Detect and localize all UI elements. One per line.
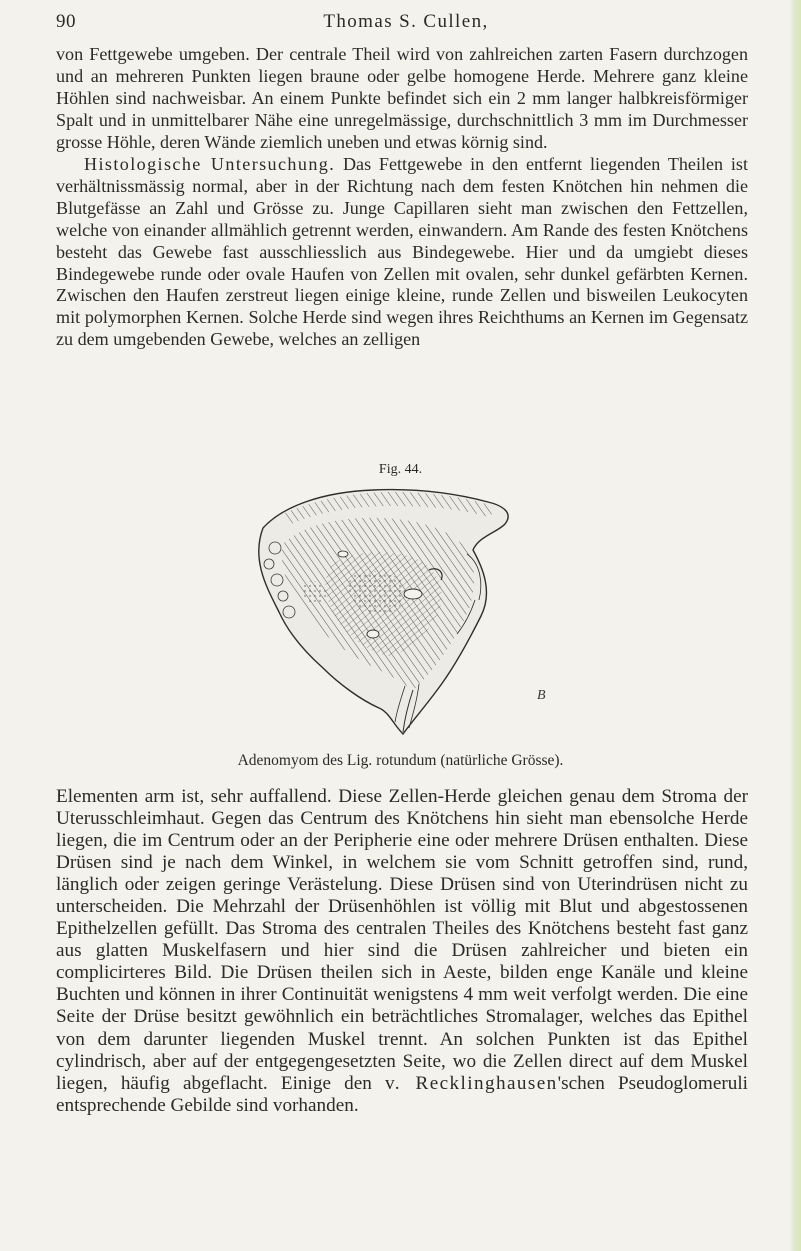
section-lead: Histologische Untersuchung. [84,153,336,174]
body-text-bottom [56,786,748,1117]
paragraph: Elementen arm ist, sehr auffallend. Diese Zellen-Herde gleichen genau dem Stroma der Uterusschleimhaut. Gegen das Centrum des Knötchens hin sieht man ebensolche Herde liegen, die im Centrum oder an der Peripherie eine oder mehrere Drüsen enthalten. Diese Drüsen sind je nach dem Winkel, in welchem sie vom Schnitt getroffen sind, rund, länglich oder zeigen geringe Verästelung. Diese Drüsen sind von Uterindrüsen nicht zu unterscheiden. Die Mehrzahl der Drüsenhöhlen ist völlig mit Blut und abgestossenen Epithelzellen gefüllt. Das Stroma des centralen Theiles des Knötchens besteht fast ganz aus glatten Muskelfasern und hier sind die Drüsen zahlreicher und bieten ein complicirteres Bild. Die Drüsen theilen sich in Aeste, bilden enge Kanäle und kleine Buchten und können in ihrer Continuität wenigstens 4 mm weit verfolgt werden. Die eine Seite der Drüse besitzt gewöhnlich ein beträchtliches Stromalager, welches das Epithel von dem darunter liegenden Muskel trennt. An solchen Punkten ist das Epithel cylindrisch, aber auf der entgegengesetzten Seite, wo die Zellen direct auf dem Muskel liegen, häufig abgeflacht. Einige den v. Recklinghausen'schen Pseudoglomeruli entsprechende Gebilde sind vorhanden. [56,786,749,1116]
paragraph: von Fettgewebe umgeben. Der centrale Theil wird von zahlreichen zarten Fasern durchzogen und an mehreren Punkten liegen braune oder gelbe homogene Herde. Mehrere ganz kleine Höhlen sind nachweisbar. An einem Punkte befindet sich ein 2 mm langer halbkreisförmiger Spalt und in unmittelbarer Nähe eine unregelmässige, durchschnittlich 3 mm im Durchmesser grosse Höhle, deren Wände ziemlich uneben und etwas körnig sind. [56,44,748,152]
adenomyoma-drawing [243,484,583,736]
author-name: v. Recklinghausen [385,1072,558,1094]
artist-monogram: B [537,688,546,703]
figure-caption: Adenomyom des Lig. rotundum (natürliche Grösse). [237,752,564,769]
body-text-top [56,44,748,351]
running-head: Thomas S. Cullen, [323,11,489,32]
page-edge [789,0,801,1251]
figure-illustration [243,484,583,736]
paragraph: Histologische Untersuchung. Das Fettgewebe in den entfernt liegenden Theilen ist verhältnissmässig normal, aber in der Richtung nach dem festen Knötchen hin nehmen die Blutgefässe an Zahl und Grösse zu. Junge Capillaren sieht man zwischen den Fettzellen, welche von einander allmählich getrennt werden, einwandern. Am Rande des festen Knötchens besteht das Gewebe fast ausschliesslich aus Bindegewebe. Hier und da umgiebt dieses Bindegewebe runde oder ovale Haufen von Zellen mit ovalen, sehr dunkel gefärbten Kernen. Zwischen den Haufen zerstreut liegen einige kleine, runde Zellen und bisweilen Leukocyten mit polymorphen Kernen. Solche Herde sind wegen ihres Reichthums an Kernen im Gegensatz zu dem umgebenden Gewebe, welches an zelligen [56,153,748,350]
page-number: 90 [56,11,76,32]
figure-label: Fig. 44. [378,462,423,477]
page-header [56,11,756,35]
